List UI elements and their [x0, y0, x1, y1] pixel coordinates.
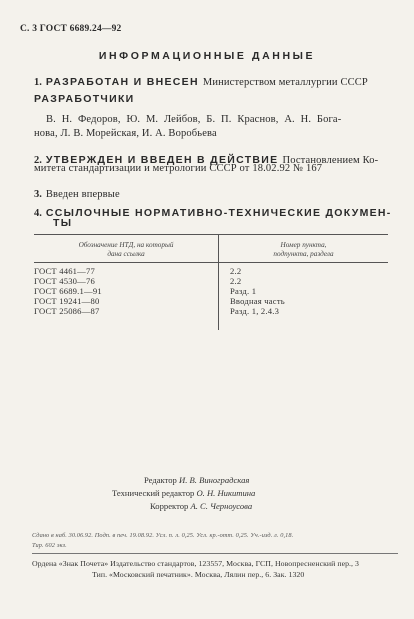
credit-corrector-name: А. С. Черноусова: [190, 501, 253, 511]
table-header-rule: [34, 262, 388, 263]
item-4-number: 4.: [34, 208, 42, 219]
item-1-text: Министерством металлургии СССР: [202, 77, 368, 88]
item-4: [34, 203, 392, 221]
item-3-text: Введен впервые: [45, 189, 120, 200]
item-2-caps: УТВЕРЖДЕН И ВВЕДЕН В ДЕЙСТВИЕ: [45, 154, 279, 166]
credit-corrector: [150, 501, 252, 511]
credit-editor-name: И. В. Виноградская: [179, 475, 250, 485]
table-top-rule: [34, 234, 388, 235]
credit-tech-editor-name: О. Н. Никитина: [196, 488, 256, 498]
item-1: [34, 72, 368, 90]
print-info-line-2: Тир. 602 экз.: [32, 542, 67, 549]
footer-line-2: Тип. «Московский печатник». Москва, Лялин пер., 6. Зак. 1320: [92, 570, 305, 579]
table-header-col-1-line-2: дана ссылка: [107, 249, 145, 258]
table-row-2-doc: ГОСТ 4530—76: [34, 276, 95, 286]
credit-corrector-role: Корректор: [150, 501, 189, 511]
item-4-caps-line-1: ССЫЛОЧНЫЕ НОРМАТИВНО-ТЕХНИЧЕСКИЕ ДОКУМЕН-: [45, 207, 392, 219]
item-4-caps-line-2: ТЫ: [53, 217, 73, 229]
table-header-col-1: [34, 241, 218, 258]
table-row-5-doc: ГОСТ 25086—87: [34, 306, 100, 316]
developers-line-2: нова, Л. В. Морейская, И. А. Воробьева: [34, 128, 217, 139]
table-header-col-1-line-1: Обозначение НТД, на который: [78, 241, 174, 249]
table-row-3-ref: Разд. 1: [230, 286, 257, 296]
developers-heading: РАЗРАБОТЧИКИ: [34, 93, 135, 105]
credit-editor-role: Редактор: [144, 475, 177, 485]
table-row-2-ref: 2.2: [230, 276, 242, 286]
table-row-5-ref: Разд. 1, 2.4.3: [230, 306, 280, 316]
page-header: С. 3 ГОСТ 6689.24—92: [20, 24, 122, 34]
item-1-caps: РАЗРАБОТАН И ВНЕСЕН: [45, 76, 199, 88]
developers-line-1: В. Н. Федоров, Ю. М. Лейбов, Б. П. Краснов, А. Н. Бога-: [46, 114, 342, 125]
table-row-1-ref: 2.2: [230, 266, 242, 276]
credit-editor: [144, 475, 249, 485]
footer-rule: [32, 553, 398, 554]
table-row-4-ref: Вводная часть: [230, 296, 285, 306]
print-info-line-1: Сдано в наб. 30.06.92. Подп. в печ. 19.08.92. Усл. п. л. 0,25. Усл. кр.-отт. 0,25. Уч.-изд. л. 0,18.: [32, 532, 294, 539]
footer-line-1: Ордена «Знак Почета» Издательство стандартов, 123557, Москва, ГСП, Новопресненский пер., 3: [32, 559, 359, 568]
table-row-3-doc: ГОСТ 6689.1—91: [34, 286, 102, 296]
item-3: [34, 184, 120, 202]
credit-tech-editor: [112, 488, 255, 498]
item-2-number: 2.: [34, 155, 42, 166]
table-header-col-2-line-2: подпункта, раздела: [273, 249, 334, 258]
item-2-text: Постановлением Ко-: [282, 155, 379, 166]
table-header-col-2-line-1: Номер пункта,: [280, 241, 327, 249]
credit-tech-editor-role: Технический редактор: [112, 488, 195, 498]
item-3-number: 3.: [34, 189, 42, 200]
item-2-line-2: митета стандартизации и метрологии СССР от 18.02.92 № 167: [34, 163, 323, 174]
item-1-number: 1.: [34, 77, 42, 88]
section-title: ИНФОРМАЦИОННЫЕ ДАННЫЕ: [98, 50, 316, 62]
table-row-1-doc: ГОСТ 4461—77: [34, 266, 95, 276]
table-header-col-2: [219, 241, 388, 258]
table-row-4-doc: ГОСТ 19241—80: [34, 296, 100, 306]
